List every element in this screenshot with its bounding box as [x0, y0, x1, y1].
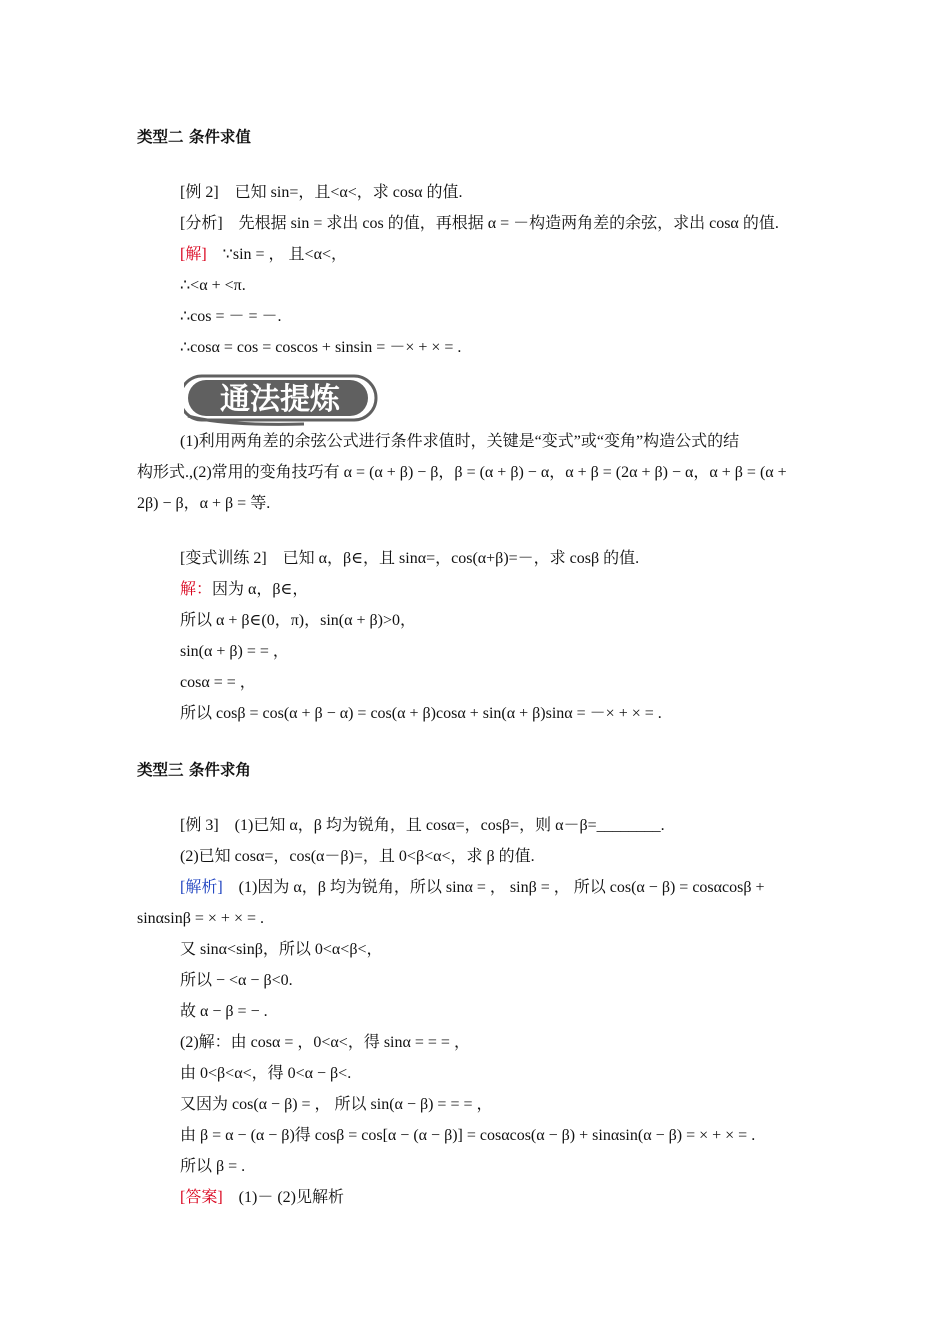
analysis-label: [分析]	[180, 215, 223, 232]
method-badge-text: 通法提炼	[220, 382, 340, 417]
analysis-label: [解析]	[180, 879, 223, 896]
method-line: (1)利用两角差的余弦公式进行条件求值时，关键是“变式”或“变角”构造公式的结	[180, 433, 740, 450]
analysis-line: 所以 − <α − β<0.	[180, 972, 293, 989]
drill-text: 已知 α，β∈，且 sinα=，cos(α+β)=－，求 cosβ 的值.	[282, 550, 640, 567]
analysis-line: 故 α − β = − .	[180, 1003, 268, 1020]
drill-solution-label: 解：	[180, 581, 213, 598]
drill-label: [变式训练 2]	[180, 550, 267, 567]
method-line: 构形式.,(2)常用的变角技巧有 α = (α + β) − β，β = (α + β) − α，α + β = (2α + β) − α，α + β = (α +	[137, 464, 787, 481]
analysis-text: (1)因为 α，β 均为锐角，所以 sinα = ， sinβ = ， 所以 cos(α − β) = cosαcosβ +	[238, 879, 765, 896]
drill-solution-line: sin(α + β) = = ，	[180, 643, 289, 660]
analysis-line: (2)解：由 cosα = ，0<α<，得 sinα = = = ，	[180, 1034, 470, 1051]
analysis	[180, 878, 765, 898]
example-text-2: (2)已知 cosα=，cos(α－β)=，且 0<β<α<，求 β 的值.	[180, 848, 535, 865]
analysis	[180, 214, 779, 234]
drill-solution-line: 所以 cosβ = cos(α + β − α) = cos(α + β)cosα + sin(α + β)sinα = －× + × = .	[180, 705, 662, 722]
solution-line: ∴cos = － = －.	[180, 308, 282, 325]
analysis-line: 又因为 cos(α − β) = ， 所以 sin(α − β) = = = ，	[180, 1096, 493, 1113]
answer	[180, 1188, 344, 1208]
answer-text: (1)－ (2)见解析	[238, 1189, 344, 1206]
example-text: 已知 sin=，且<α<，求 cosα 的值.	[234, 184, 463, 201]
example-label: [例 3]	[180, 817, 219, 834]
drill-solution-line	[180, 580, 308, 600]
drill-solution-text: 因为 α，β∈，	[212, 581, 309, 598]
analysis-line: 由 β = α − (α − β)得 cosβ = cos[α − (α − β)] = cosαcos(α − β) + sinαsin(α − β) = × + × = .	[180, 1127, 756, 1144]
solution-line	[180, 245, 347, 265]
solution-label: [解]	[180, 246, 207, 263]
method-line: 2β) − β，α + β = 等.	[137, 495, 271, 512]
method-badge	[184, 372, 378, 426]
drill-solution-line: cosα = = ，	[180, 674, 256, 691]
example-3	[180, 816, 665, 836]
example-2	[180, 183, 463, 203]
analysis-line: sinαsinβ = × + × = .	[137, 910, 264, 927]
drill-2	[180, 549, 639, 569]
solution-line: ∴cosα = cos = coscos + sinsin = －× + × = .	[180, 339, 462, 356]
solution-line: ∴<α + <π.	[180, 277, 246, 294]
section-heading: 类型三 条件求角	[137, 761, 251, 779]
analysis-text: 先根据 sin = 求出 cos 的值，再根据 α = －构造两角差的余弦，求出 cosα 的值.	[238, 215, 779, 232]
section-heading: 类型二 条件求值	[137, 128, 251, 146]
analysis-line: 所以 β = .	[180, 1158, 246, 1175]
drill-solution-line: 所以 α + β∈(0，π)，sin(α + β)>0，	[180, 612, 417, 629]
answer-label: [答案]	[180, 1189, 223, 1206]
example-label: [例 2]	[180, 184, 219, 201]
analysis-line: 又 sinα<sinβ，所以 0<α<β<，	[180, 941, 383, 958]
solution-text: ∵sin = ， 且<α<，	[222, 246, 347, 263]
analysis-line: 由 0<β<α<，得 0<α − β<.	[180, 1065, 352, 1082]
example-text: (1)已知 α，β 均为锐角，且 cosα=，cosβ=，则 α－β=________.	[234, 817, 665, 834]
